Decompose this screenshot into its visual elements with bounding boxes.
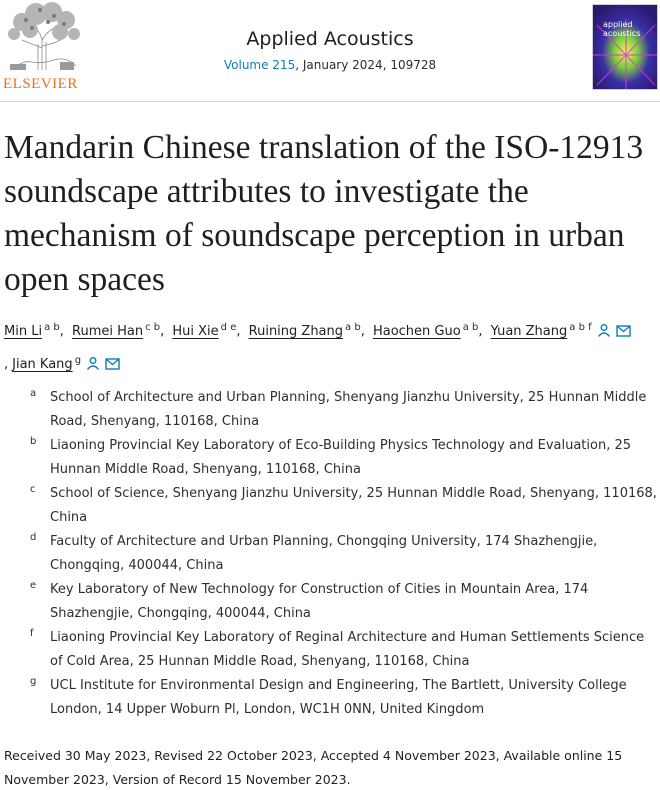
affiliation-list <box>30 386 660 722</box>
author-separator: , <box>236 324 241 339</box>
cover-title-line2: acoustics <box>603 29 641 38</box>
affiliation-label: e <box>30 580 37 591</box>
author-affiliation-sup[interactable]: a b f <box>569 322 592 333</box>
author-name-link[interactable]: Ruining Zhang <box>248 324 344 339</box>
author-separator: , <box>360 324 365 339</box>
author-name-link[interactable]: Min Li <box>4 324 43 339</box>
author-separator: , <box>59 324 64 339</box>
author <box>373 324 487 339</box>
author-name-link[interactable]: Haochen Guo <box>372 324 461 339</box>
affiliation-label: b <box>30 436 37 447</box>
journal-info <box>190 28 470 72</box>
issue-info: , January 2024, 109728 <box>295 58 437 72</box>
author-affiliation-sup[interactable]: a b <box>44 322 60 333</box>
author <box>491 324 631 339</box>
affiliation-text: Liaoning Provincial Key Laboratory of Reginal Architecture and Human Settlements Science of Cold Area, 25 Hunnan Middle Road, Shenyang, 110168, China <box>50 630 645 669</box>
affiliation-text: UCL Institute for Environmental Design and Engineering, The Bartlett, University College London, 14 Upper Woburn Pl, London, WC1H 0NN, United Kingdom <box>50 678 627 717</box>
author <box>172 324 244 339</box>
journal-cover-thumbnail[interactable] <box>592 4 658 90</box>
elsevier-wordmark: ELSEVIER <box>3 76 78 92</box>
author-separator: , <box>478 324 483 339</box>
author-name-link[interactable]: Yuan Zhang <box>490 324 568 339</box>
affiliation <box>30 626 660 674</box>
author-affiliation-sup[interactable]: g <box>74 355 82 366</box>
affiliation-text: School of Science, Shenyang Jianzhu University, 25 Hunnan Middle Road, Shenyang, 110168, China <box>50 486 657 525</box>
envelope-icon[interactable] <box>616 320 631 347</box>
author-name-link[interactable]: Jian Kang <box>12 357 73 372</box>
author-name-link[interactable]: Rumei Han <box>72 324 144 339</box>
author <box>4 324 68 339</box>
affiliation-text: School of Architecture and Urban Planning, Shenyang Jianzhu University, 25 Hunnan Middle Road, Shenyang, 110168, China <box>50 390 647 429</box>
author-separator: , <box>4 357 9 372</box>
journal-title-link[interactable]: Applied Acoustics <box>246 28 414 50</box>
author <box>72 324 168 339</box>
affiliation-label: f <box>30 628 34 639</box>
author-affiliation-sup[interactable]: c b <box>145 322 161 333</box>
affiliation <box>30 578 660 626</box>
author-affiliation-sup[interactable]: d e <box>220 322 237 333</box>
article-header <box>0 0 660 100</box>
header-divider <box>0 101 660 102</box>
volume-link[interactable]: Volume 215 <box>223 58 296 72</box>
person-icon[interactable] <box>86 353 100 380</box>
affiliation <box>30 482 660 530</box>
author-affiliation-sup[interactable]: a b <box>462 322 479 333</box>
affiliation-label: d <box>30 532 37 543</box>
affiliation-text: Faculty of Architecture and Urban Planning, Chongqing University, 174 Shazhengjie, Chongqing, 400044, China <box>50 534 598 573</box>
affiliation-label: a <box>30 388 37 399</box>
envelope-icon[interactable] <box>105 353 120 380</box>
cover-title-line1: applied <box>603 20 633 29</box>
journal-issue-meta <box>190 58 470 72</box>
person-icon[interactable] <box>597 320 611 347</box>
journal-cover-image <box>593 5 658 90</box>
author-name-link[interactable]: Hui Xie <box>172 324 219 339</box>
affiliation-label: c <box>30 484 36 495</box>
affiliation-text: Liaoning Provincial Key Laboratory of Eco-Building Physics Technology and Evaluation, 25 Hunnan Middle Road, Shenyang, 110168, China <box>50 438 632 477</box>
author-list <box>4 314 660 380</box>
author-separator: , <box>160 324 165 339</box>
affiliation <box>30 674 660 722</box>
author-affiliation-sup[interactable]: a b <box>345 322 361 333</box>
affiliation-label: g <box>30 676 37 687</box>
author <box>249 324 369 339</box>
affiliation <box>30 386 660 434</box>
affiliation-text: Key Laboratory of New Technology for Construction of Cities in Mountain Area, 174 Shazhengjie, Chongqing, 400044, China <box>50 582 589 621</box>
affiliation <box>30 530 660 578</box>
elsevier-tree-icon <box>2 0 84 76</box>
affiliation <box>30 434 660 482</box>
author <box>12 357 120 372</box>
article-title: Mandarin Chinese translation of the ISO-12913 soundscape attributes to investigate the mechanism of soundscape perception in urban open spaces <box>4 129 644 298</box>
article-history-dates: Received 30 May 2023, Revised 22 October 2023, Accepted 4 November 2023, Available online 15 November 2023, Version of Record 15 November 2023. <box>4 748 623 787</box>
